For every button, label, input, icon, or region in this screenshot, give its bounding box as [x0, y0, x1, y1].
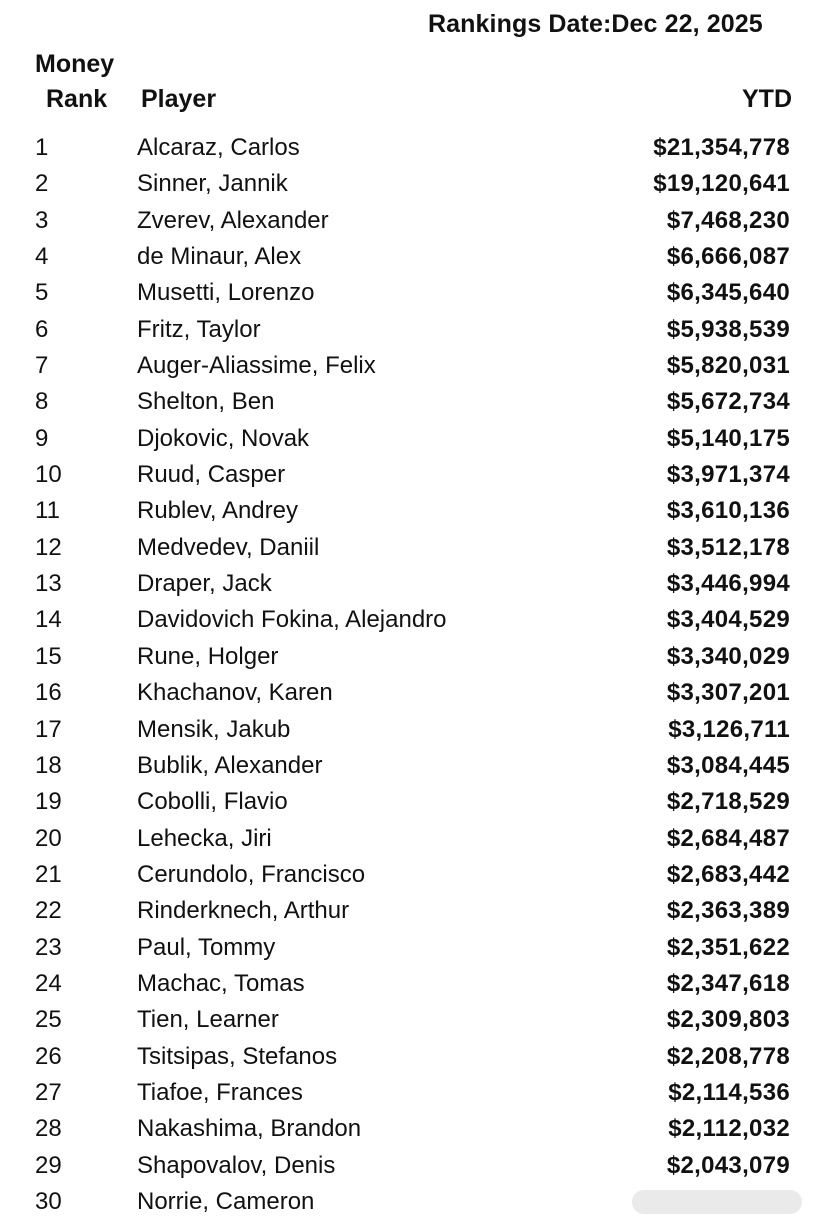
ytd-cell: $2,208,778	[666, 1042, 790, 1070]
rank-cell: 26	[35, 1042, 62, 1070]
rank-cell: 4	[35, 243, 49, 271]
player-cell: Cobolli, Flavio	[137, 788, 288, 816]
table-row	[0, 1002, 816, 1038]
rank-cell: 6	[35, 315, 49, 343]
table-row	[0, 530, 816, 566]
ytd-cell: $2,718,529	[666, 788, 790, 816]
player-cell: de Minaur, Alex	[137, 243, 302, 271]
ytd-cell: $2,684,487	[666, 824, 790, 852]
table-row	[0, 857, 816, 893]
player-cell: Zverev, Alexander	[137, 206, 329, 234]
player-cell: Tsitsipas, Stefanos	[137, 1042, 338, 1070]
player-cell: Shelton, Ben	[137, 388, 275, 416]
ytd-cell: $3,512,178	[666, 533, 790, 561]
column-header-ytd: YTD	[742, 85, 792, 113]
player-cell: Djokovic, Novak	[137, 424, 310, 452]
player-cell: Tiafoe, Frances	[137, 1078, 303, 1106]
table-row	[0, 457, 816, 493]
rank-cell: 9	[35, 424, 49, 452]
ytd-cell: $19,120,641	[653, 170, 790, 198]
rank-cell: 12	[35, 533, 62, 561]
rank-cell: 7	[35, 352, 49, 380]
player-cell: Paul, Tommy	[137, 933, 276, 961]
column-header-rank: Rank	[46, 85, 108, 113]
ytd-cell: $3,084,445	[666, 751, 790, 779]
ytd-cell: $2,309,803	[666, 1006, 790, 1034]
rank-cell: 5	[35, 279, 49, 307]
player-cell: Mensik, Jakub	[137, 715, 291, 743]
player-cell: Nakashima, Brandon	[137, 1115, 362, 1143]
ytd-cell: $2,347,618	[666, 969, 790, 997]
rank-cell: 16	[35, 679, 62, 707]
rank-cell: 20	[35, 824, 62, 852]
player-cell: Bublik, Alexander	[137, 751, 323, 779]
player-cell: Draper, Jack	[137, 570, 272, 598]
player-cell: Lehecka, Jiri	[137, 824, 272, 852]
rank-cell: 30	[35, 1187, 62, 1215]
ytd-cell: $5,938,539	[666, 315, 790, 343]
table-row	[0, 1148, 816, 1184]
player-cell: Davidovich Fokina, Alejandro	[137, 606, 447, 634]
ytd-cell: $5,672,734	[666, 388, 790, 416]
player-cell: Auger-Aliassime, Felix	[137, 352, 376, 380]
player-cell: Machac, Tomas	[137, 969, 305, 997]
rank-cell: 18	[35, 751, 62, 779]
rank-cell: 15	[35, 642, 62, 670]
ytd-cell: $3,971,374	[666, 461, 790, 489]
table-row	[0, 639, 816, 675]
table-row	[0, 239, 816, 275]
table-row	[0, 203, 816, 239]
ytd-cell: $2,112,032	[668, 1115, 790, 1143]
rank-cell: 23	[35, 933, 62, 961]
rank-cell: 11	[35, 497, 60, 525]
rank-cell: 28	[35, 1115, 62, 1143]
ytd-cell: $3,307,201	[666, 679, 790, 707]
table-row	[0, 493, 816, 529]
table-row	[0, 421, 816, 457]
ytd-cell: $3,340,029	[666, 642, 790, 670]
ytd-cell: $5,140,175	[666, 424, 790, 452]
rank-cell: 27	[35, 1078, 62, 1106]
player-cell: Ruud, Casper	[137, 461, 286, 489]
rank-cell: 14	[35, 606, 62, 634]
ytd-cell: $6,345,640	[666, 279, 790, 307]
table-row	[0, 930, 816, 966]
rank-cell: 13	[35, 570, 62, 598]
rank-cell: 24	[35, 969, 62, 997]
ytd-cell: $3,610,136	[666, 497, 790, 525]
rankings-table	[0, 130, 816, 1220]
table-row	[0, 748, 816, 784]
watermark-overlay	[632, 1190, 802, 1214]
player-cell: Khachanov, Karen	[137, 679, 333, 707]
ytd-cell: $2,683,442	[666, 860, 790, 888]
table-row	[0, 1039, 816, 1075]
player-cell: Tien, Learner	[137, 1006, 279, 1034]
ytd-cell: $2,351,622	[666, 933, 790, 961]
ytd-cell: $6,666,087	[666, 243, 790, 271]
rank-cell: 1	[35, 134, 49, 161]
rankings-date: Rankings Date:Dec 22, 2025	[428, 10, 763, 38]
rank-cell: 22	[35, 897, 62, 925]
player-cell: Rinderknech, Arthur	[137, 897, 350, 925]
player-cell: Norrie, Cameron	[137, 1187, 315, 1215]
table-row	[0, 275, 816, 311]
column-header-money: Money	[35, 50, 115, 78]
table-row	[0, 712, 816, 748]
rank-cell: 2	[35, 170, 49, 198]
table-row	[0, 130, 816, 166]
column-header-player: Player	[141, 85, 217, 113]
rank-cell: 21	[35, 860, 62, 888]
table-row	[0, 566, 816, 602]
table-row	[0, 166, 816, 202]
table-row	[0, 1075, 816, 1111]
rank-cell: 19	[35, 788, 62, 816]
rank-cell: 29	[35, 1151, 62, 1179]
player-cell: Sinner, Jannik	[137, 170, 288, 198]
ytd-cell: $7,468,230	[666, 206, 790, 234]
table-row	[0, 348, 816, 384]
table-row	[0, 312, 816, 348]
ytd-cell: $2,363,389	[666, 897, 790, 925]
table-row	[0, 821, 816, 857]
rank-cell: 17	[35, 715, 62, 743]
table-row	[0, 602, 816, 638]
player-cell: Fritz, Taylor	[137, 315, 261, 343]
player-cell: Cerundolo, Francisco	[137, 860, 366, 888]
ytd-cell: $3,126,711	[668, 715, 790, 743]
table-row	[0, 1111, 816, 1147]
ytd-cell: $2,114,536	[668, 1078, 790, 1106]
ytd-cell: $2,043,079	[666, 1151, 790, 1179]
player-cell: Shapovalov, Denis	[137, 1151, 336, 1179]
rank-cell: 10	[35, 461, 62, 489]
player-cell: Alcaraz, Carlos	[137, 134, 300, 161]
ytd-cell: $3,404,529	[666, 606, 790, 634]
ytd-cell: $5,820,031	[666, 352, 790, 380]
rank-cell: 8	[35, 388, 49, 416]
player-cell: Musetti, Lorenzo	[137, 279, 315, 307]
table-row	[0, 893, 816, 929]
rank-cell: 25	[35, 1006, 62, 1034]
player-cell: Rublev, Andrey	[137, 497, 298, 525]
table-row	[0, 966, 816, 1002]
rank-cell: 3	[35, 206, 49, 234]
ytd-cell: $3,446,994	[666, 570, 790, 598]
player-cell: Rune, Holger	[137, 642, 279, 670]
table-row	[0, 384, 816, 420]
table-row	[0, 784, 816, 820]
table-row	[0, 675, 816, 711]
player-cell: Medvedev, Daniil	[137, 533, 320, 561]
ytd-cell: $21,354,778	[653, 134, 790, 161]
